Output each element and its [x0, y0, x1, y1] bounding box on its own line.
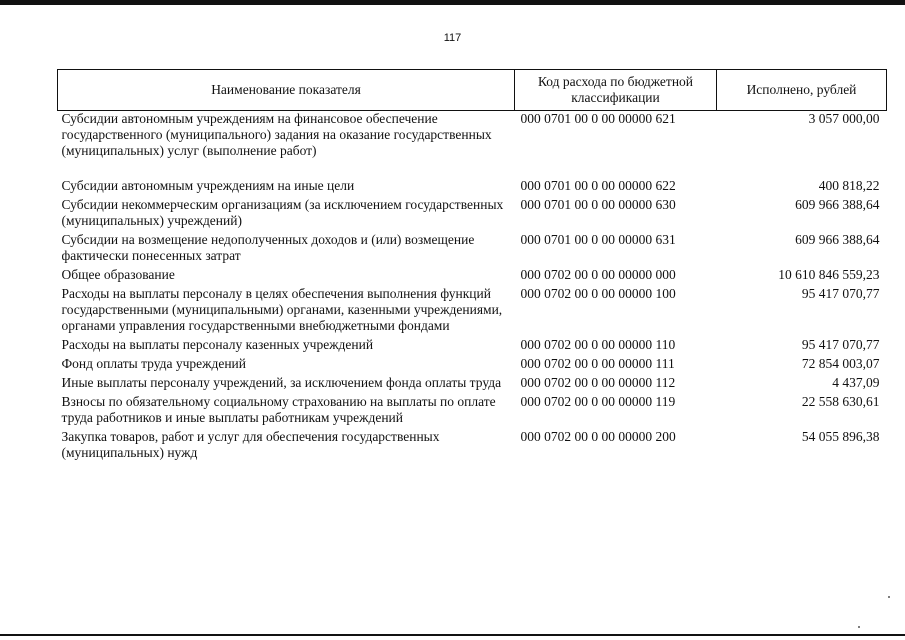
table-row	[58, 356, 887, 375]
row-indicator-name: Общее образование	[61, 267, 175, 282]
table-row	[58, 286, 887, 337]
row-expense-code: 000 0702 00 0 00 00000 200	[520, 429, 676, 444]
row-indicator-name: Субсидии некоммерческим организациям (за исключением государственных (муниципальных) учреждений)	[61, 197, 504, 228]
row-expense-code: 000 0702 00 0 00 00000 112	[520, 375, 676, 390]
table-row	[58, 178, 887, 197]
row-executed-amount: 54 055 896,38	[801, 429, 880, 444]
row-expense-code: 000 0701 00 0 00 00000 622	[520, 178, 676, 193]
table-row	[58, 337, 887, 356]
row-indicator-name: Субсидии автономным учреждениям на финансовое обеспечение государственного (муниципального) задания на оказание государственных (муниципальных) услуг (выполнение работ)	[61, 111, 492, 158]
row-expense-code: 000 0702 00 0 00 00000 119	[520, 394, 676, 409]
row-expense-code: 000 0701 00 0 00 00000 630	[520, 197, 676, 212]
scan-speck	[888, 596, 890, 598]
row-expense-code: 000 0702 00 0 00 00000 110	[520, 337, 676, 352]
row-indicator-name: Субсидии на возмещение недополученных доходов и (или) возмещение фактически понесенных затрат	[61, 232, 475, 263]
scan-top-edge	[0, 0, 905, 5]
blank-row	[58, 162, 887, 178]
table-row	[58, 111, 887, 163]
row-executed-amount: 22 558 630,61	[801, 394, 880, 409]
table-header-row	[58, 70, 887, 111]
header-expense-code: Код расхода по бюджетной классификации	[515, 70, 717, 111]
row-executed-amount: 4 437,09	[832, 375, 880, 390]
row-executed-amount: 400 818,22	[818, 178, 880, 193]
scan-speck	[858, 626, 860, 628]
scan-bottom-edge	[0, 634, 905, 636]
row-indicator-name: Субсидии автономным учреждениям на иные цели	[61, 178, 355, 193]
row-expense-code: 000 0702 00 0 00 00000 100	[520, 286, 676, 301]
report-sheet	[57, 69, 886, 464]
row-expense-code: 000 0702 00 0 00 00000 000	[520, 267, 676, 282]
row-indicator-name: Иные выплаты персоналу учреждений, за исключением фонда оплаты труда	[61, 375, 502, 390]
row-expense-code: 000 0701 00 0 00 00000 621	[520, 111, 676, 126]
budget-execution-table	[57, 69, 887, 464]
row-expense-code: 000 0701 00 0 00 00000 631	[520, 232, 676, 247]
header-indicator-name: Наименование показателя	[58, 70, 515, 111]
row-indicator-name: Расходы на выплаты персоналу казенных учреждений	[61, 337, 374, 352]
row-indicator-name: Взносы по обязательному социальному страхованию на выплаты по оплате труда работников и иные выплаты работникам учреждений	[61, 394, 496, 425]
table-row	[58, 394, 887, 429]
header-executed-amount: Исполнено, рублей	[717, 70, 887, 111]
row-executed-amount: 10 610 846 559,23	[778, 267, 880, 282]
table-row	[58, 232, 887, 267]
row-indicator-name: Расходы на выплаты персоналу в целях обеспечения выполнения функций государственными (муниципальными) органами, казенными учреждениями, органами управления государственными внебюджетными фондами	[61, 286, 503, 333]
row-executed-amount: 609 966 388,64	[795, 232, 880, 247]
row-indicator-name: Фонд оплаты труда учреждений	[61, 356, 246, 371]
table-row	[58, 267, 887, 286]
page-number: 117	[443, 32, 462, 44]
row-indicator-name: Закупка товаров, работ и услуг для обеспечения государственных (муниципальных) нужд	[61, 429, 440, 460]
table-row	[58, 429, 887, 464]
row-executed-amount: 95 417 070,77	[801, 286, 880, 301]
row-expense-code: 000 0702 00 0 00 00000 111	[520, 356, 675, 371]
table-row	[58, 197, 887, 232]
row-executed-amount: 609 966 388,64	[795, 197, 880, 212]
row-executed-amount: 95 417 070,77	[801, 337, 880, 352]
row-executed-amount: 72 854 003,07	[801, 356, 880, 371]
table-row	[58, 375, 887, 394]
row-executed-amount: 3 057 000,00	[808, 111, 880, 126]
